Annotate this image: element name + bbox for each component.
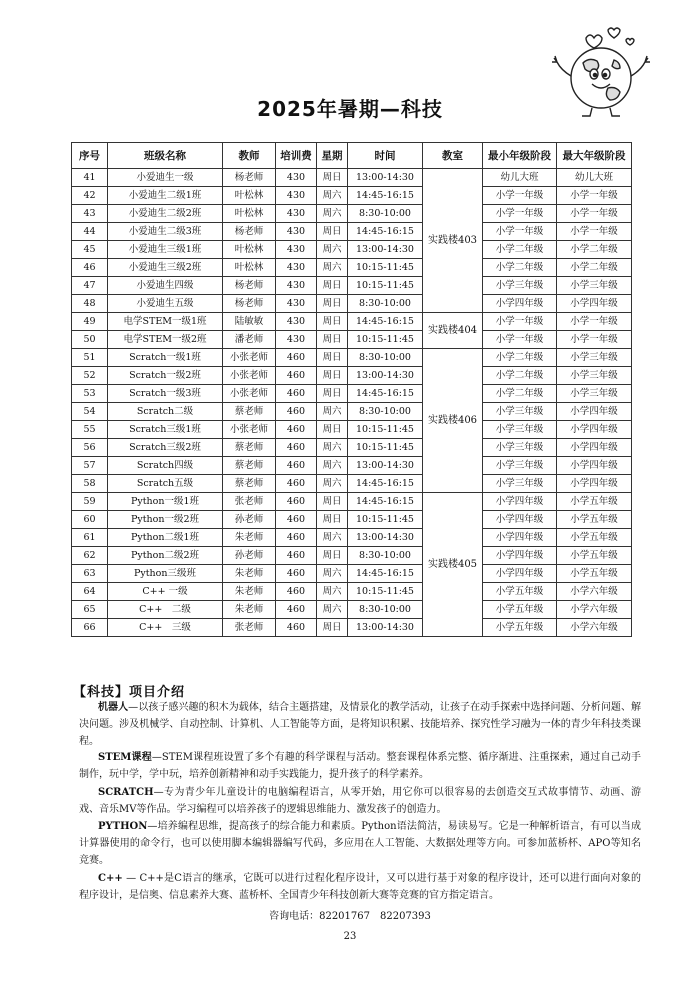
table-cell: 14:45-16:15 xyxy=(348,313,423,331)
table-cell: 周日 xyxy=(317,223,348,241)
table-cell: 蔡老师 xyxy=(223,457,276,475)
table-cell: 小学四年级 xyxy=(557,295,632,313)
table-cell: 44 xyxy=(72,223,108,241)
table-cell: 朱老师 xyxy=(223,529,276,547)
table-cell: 周日 xyxy=(317,619,348,637)
page-title: 2025年暑期—科技 xyxy=(257,97,443,121)
table-cell: Python三级班 xyxy=(108,565,223,583)
table-row xyxy=(72,349,632,367)
table-cell: Python二级2班 xyxy=(108,547,223,565)
intro-paragraph-robot xyxy=(79,699,641,750)
intro-text: —培养编程思维，提高孩子的综合能力和素质。Python语法简洁，易读易写。它是一种解析语言，有可以当成计算器使用的命令行，也可以使用脚本编辑器编写代码，多应用在人工智能、大数据处理等方向。可参加蓝桥杯、APO等知名竞赛。 xyxy=(79,821,641,866)
table-cell: Scratch二级 xyxy=(108,403,223,421)
table-cell: 小学四年级 xyxy=(557,475,632,493)
table-cell: 45 xyxy=(72,241,108,259)
table-cell: 56 xyxy=(72,439,108,457)
table-cell: 51 xyxy=(72,349,108,367)
table-cell: 小爱迪生三级2班 xyxy=(108,259,223,277)
table-cell: 41 xyxy=(72,169,108,187)
table-cell: 58 xyxy=(72,475,108,493)
table-cell: 10:15-11:45 xyxy=(348,331,423,349)
table-cell: Scratch一级3班 xyxy=(108,385,223,403)
table-row xyxy=(72,169,632,187)
table-cell: 幼儿大班 xyxy=(483,169,557,187)
table-cell: 430 xyxy=(276,223,317,241)
table-cell: 430 xyxy=(276,169,317,187)
table-cell: 小学三年级 xyxy=(483,403,557,421)
table-row xyxy=(72,439,632,457)
table-cell: 430 xyxy=(276,331,317,349)
table-cell: 小学一年级 xyxy=(483,313,557,331)
table-cell: 杨老师 xyxy=(223,169,276,187)
table-cell: 周六 xyxy=(317,475,348,493)
table-cell: 460 xyxy=(276,349,317,367)
classroom-cell: 实践楼406 xyxy=(423,349,483,493)
table-cell: 63 xyxy=(72,565,108,583)
table-cell: 电学STEM一级1班 xyxy=(108,313,223,331)
table-cell: 杨老师 xyxy=(223,295,276,313)
table-cell: 小学二年级 xyxy=(483,385,557,403)
table-cell: Python一级1班 xyxy=(108,493,223,511)
table-cell: 62 xyxy=(72,547,108,565)
contact-phone: 咨询电话：82201767 82207393 xyxy=(269,911,431,922)
intro-text: —专为青少年儿童设计的电脑编程语言，从零开始，用它你可以很容易的去创造交互式故事情节、动画、游戏、音乐MV等作品。学习编程可以培养孩子的逻辑思维能力、激发孩子的创造力。 xyxy=(79,787,641,815)
table-cell: 小爱迪生二级1班 xyxy=(108,187,223,205)
table-cell: 杨老师 xyxy=(223,277,276,295)
table-cell: 小学五年级 xyxy=(557,529,632,547)
table-cell: 小学二年级 xyxy=(483,367,557,385)
table-cell: 潘老师 xyxy=(223,331,276,349)
table-cell: 周六 xyxy=(317,457,348,475)
table-cell: 朱老师 xyxy=(223,601,276,619)
column-header: 培训费 xyxy=(276,143,317,169)
intro-term: SCRATCH xyxy=(98,787,154,798)
table-cell: 杨老师 xyxy=(223,223,276,241)
table-cell: 小爱迪生五级 xyxy=(108,295,223,313)
globe-mascot-icon xyxy=(548,18,654,120)
table-cell: Scratch四级 xyxy=(108,457,223,475)
table-cell: 430 xyxy=(276,277,317,295)
table-cell: 小学三年级 xyxy=(557,367,632,385)
table-cell: 小学五年级 xyxy=(557,547,632,565)
table-cell: 64 xyxy=(72,583,108,601)
table-cell: 小张老师 xyxy=(223,367,276,385)
table-cell: Scratch三级2班 xyxy=(108,439,223,457)
table-cell: 430 xyxy=(276,259,317,277)
table-row xyxy=(72,295,632,313)
table-row xyxy=(72,205,632,223)
table-cell: Scratch三级1班 xyxy=(108,421,223,439)
table-cell: 14:45-16:15 xyxy=(348,565,423,583)
table-cell: 周日 xyxy=(317,367,348,385)
column-header: 班级名称 xyxy=(108,143,223,169)
intro-paragraph-scratch xyxy=(79,784,641,818)
table-cell: 13:00-14:30 xyxy=(348,529,423,547)
column-header: 教师 xyxy=(223,143,276,169)
table-cell: 小学一年级 xyxy=(483,187,557,205)
table-cell: 小学三年级 xyxy=(483,421,557,439)
column-header: 最大年级阶段 xyxy=(557,143,632,169)
table-header-row xyxy=(72,143,632,169)
table-cell: 小爱迪生三级1班 xyxy=(108,241,223,259)
table-cell: 小爱迪生二级3班 xyxy=(108,223,223,241)
table-cell: Scratch五级 xyxy=(108,475,223,493)
table-cell: 14:45-16:15 xyxy=(348,475,423,493)
table-cell: 朱老师 xyxy=(223,565,276,583)
table-row xyxy=(72,475,632,493)
table-row xyxy=(72,241,632,259)
table-cell: 460 xyxy=(276,439,317,457)
table-cell: 8:30-10:00 xyxy=(348,205,423,223)
table-cell: 460 xyxy=(276,367,317,385)
table-cell: 小学三年级 xyxy=(483,277,557,295)
table-cell: 张老师 xyxy=(223,493,276,511)
table-cell: 13:00-14:30 xyxy=(348,169,423,187)
table-row xyxy=(72,529,632,547)
table-cell: C++ 一级 xyxy=(108,583,223,601)
table-row xyxy=(72,259,632,277)
table-cell: 小学三年级 xyxy=(483,457,557,475)
table-cell: 周日 xyxy=(317,511,348,529)
table-cell: 66 xyxy=(72,619,108,637)
column-header: 时间 xyxy=(348,143,423,169)
column-header: 最小年级阶段 xyxy=(483,143,557,169)
table-cell: 10:15-11:45 xyxy=(348,259,423,277)
table-cell: 小学二年级 xyxy=(483,259,557,277)
table-cell: 小爱迪生二级2班 xyxy=(108,205,223,223)
table-cell: 周六 xyxy=(317,439,348,457)
table-cell: 小学二年级 xyxy=(483,349,557,367)
table-cell: 蔡老师 xyxy=(223,439,276,457)
table-cell: 周六 xyxy=(317,601,348,619)
table-cell: 460 xyxy=(276,511,317,529)
table-cell: 周日 xyxy=(317,349,348,367)
table-cell: 460 xyxy=(276,565,317,583)
table-cell: 小张老师 xyxy=(223,385,276,403)
table-row xyxy=(72,547,632,565)
table-cell: 幼儿大班 xyxy=(557,169,632,187)
table-cell: 叶松林 xyxy=(223,187,276,205)
table-cell: 小学三年级 xyxy=(483,439,557,457)
table-row xyxy=(72,601,632,619)
table-cell: 小学二年级 xyxy=(483,241,557,259)
table-cell: 小学三年级 xyxy=(557,349,632,367)
table-cell: Python一级2班 xyxy=(108,511,223,529)
table-cell: 43 xyxy=(72,205,108,223)
table-cell: 小学四年级 xyxy=(483,295,557,313)
table-row xyxy=(72,457,632,475)
table-cell: 小学四年级 xyxy=(557,421,632,439)
intro-text: —STEM课程班设置了多个有趣的科学课程与活动。整套课程体系完整、循序渐进、注重探索，通过自己动手制作，玩中学，学中玩，培养创新精神和动手实践能力，提升孩子的科学素养。 xyxy=(79,752,641,780)
table-cell: 430 xyxy=(276,313,317,331)
table-row xyxy=(72,331,632,349)
table-cell: 周六 xyxy=(317,241,348,259)
table-cell: 小学二年级 xyxy=(557,241,632,259)
table-cell: 47 xyxy=(72,277,108,295)
table-cell: 49 xyxy=(72,313,108,331)
table-cell: 周日 xyxy=(317,385,348,403)
table-cell: 14:45-16:15 xyxy=(348,385,423,403)
section-title: 【科技】项目介绍 xyxy=(73,685,186,700)
table-cell: 52 xyxy=(72,367,108,385)
table-cell: 小学四年级 xyxy=(557,457,632,475)
table-cell: 460 xyxy=(276,475,317,493)
table-row xyxy=(72,277,632,295)
table-cell: 54 xyxy=(72,403,108,421)
table-cell: 小学四年级 xyxy=(483,511,557,529)
table-row xyxy=(72,187,632,205)
table-cell: 小张老师 xyxy=(223,421,276,439)
table-cell: 叶松林 xyxy=(223,259,276,277)
table-cell: 周六 xyxy=(317,259,348,277)
table-cell: 周日 xyxy=(317,331,348,349)
table-cell: 小学六年级 xyxy=(557,619,632,637)
table-cell: 小学六年级 xyxy=(557,601,632,619)
table-cell: 13:00-14:30 xyxy=(348,457,423,475)
table-cell: C++ 二级 xyxy=(108,601,223,619)
table-cell: 460 xyxy=(276,619,317,637)
table-cell: 周六 xyxy=(317,529,348,547)
table-cell: Python二级1班 xyxy=(108,529,223,547)
table-cell: 13:00-14:30 xyxy=(348,619,423,637)
table-cell: 8:30-10:00 xyxy=(348,349,423,367)
table-row xyxy=(72,493,632,511)
table-cell: C++ 三级 xyxy=(108,619,223,637)
table-cell: 460 xyxy=(276,385,317,403)
table-cell: 蔡老师 xyxy=(223,403,276,421)
table-cell: 小学三年级 xyxy=(557,277,632,295)
table-cell: 小学一年级 xyxy=(557,313,632,331)
table-cell: 小学五年级 xyxy=(483,583,557,601)
table-row xyxy=(72,619,632,637)
table-cell: 蔡老师 xyxy=(223,475,276,493)
table-cell: 周六 xyxy=(317,205,348,223)
table-cell: 周日 xyxy=(317,295,348,313)
table-cell: 460 xyxy=(276,583,317,601)
column-header: 教室 xyxy=(423,143,483,169)
table-cell: 叶松林 xyxy=(223,205,276,223)
page-number: 23 xyxy=(343,931,357,942)
table-cell: 陆敏敏 xyxy=(223,313,276,331)
table-cell: 小学三年级 xyxy=(483,475,557,493)
table-cell: Scratch一级1班 xyxy=(108,349,223,367)
table-cell: 460 xyxy=(276,493,317,511)
table-cell: 小学五年级 xyxy=(483,601,557,619)
table-cell: 小学四年级 xyxy=(483,565,557,583)
table-cell: 小学五年级 xyxy=(483,619,557,637)
table-cell: 13:00-14:30 xyxy=(348,367,423,385)
table-cell: 10:15-11:45 xyxy=(348,277,423,295)
table-cell: 14:45-16:15 xyxy=(348,493,423,511)
table-row xyxy=(72,223,632,241)
table-cell: 小学一年级 xyxy=(557,205,632,223)
intro-paragraph-cpp xyxy=(79,870,641,904)
table-cell: 张老师 xyxy=(223,619,276,637)
intro-term: STEM课程 xyxy=(98,752,152,763)
table-cell: 小学四年级 xyxy=(483,547,557,565)
intro-paragraph-python xyxy=(79,818,641,869)
intro-term: 机器人 xyxy=(98,702,129,713)
table-cell: 孙老师 xyxy=(223,547,276,565)
table-cell: 小学五年级 xyxy=(557,493,632,511)
table-cell: 小学一年级 xyxy=(557,223,632,241)
intro-term: PYTHON xyxy=(98,821,148,832)
table-cell: 小学四年级 xyxy=(557,439,632,457)
table-row xyxy=(72,565,632,583)
table-cell: 57 xyxy=(72,457,108,475)
table-cell: 周六 xyxy=(317,583,348,601)
table-cell: 周日 xyxy=(317,547,348,565)
intro-term: C++ xyxy=(98,873,123,884)
table-cell: 53 xyxy=(72,385,108,403)
table-cell: 小爱迪生四级 xyxy=(108,277,223,295)
table-cell: 10:15-11:45 xyxy=(348,511,423,529)
table-cell: 460 xyxy=(276,403,317,421)
column-header: 序号 xyxy=(72,143,108,169)
table-cell: Scratch一级2班 xyxy=(108,367,223,385)
table-cell: 小学四年级 xyxy=(483,529,557,547)
table-cell: 460 xyxy=(276,529,317,547)
table-cell: 小爱迪生一级 xyxy=(108,169,223,187)
table-cell: 周日 xyxy=(317,421,348,439)
classroom-cell: 实践楼403 xyxy=(423,169,483,313)
table-cell: 小学二年级 xyxy=(557,259,632,277)
table-body xyxy=(72,169,632,637)
table-cell: 10:15-11:45 xyxy=(348,583,423,601)
table-cell: 50 xyxy=(72,331,108,349)
table-cell: 430 xyxy=(276,295,317,313)
table-cell: 周六 xyxy=(317,403,348,421)
table-cell: 小学一年级 xyxy=(557,331,632,349)
table-cell: 周日 xyxy=(317,493,348,511)
table-row xyxy=(72,313,632,331)
table-row xyxy=(72,403,632,421)
table-cell: 59 xyxy=(72,493,108,511)
table-cell: 14:45-16:15 xyxy=(348,223,423,241)
table-cell: 46 xyxy=(72,259,108,277)
table-cell: 小学五年级 xyxy=(557,565,632,583)
table-cell: 朱老师 xyxy=(223,583,276,601)
table-cell: 小张老师 xyxy=(223,349,276,367)
table-cell: 60 xyxy=(72,511,108,529)
table-cell: 8:30-10:00 xyxy=(348,601,423,619)
table-cell: 小学一年级 xyxy=(483,205,557,223)
intro-paragraph-stem xyxy=(79,749,641,783)
table-cell: 周日 xyxy=(317,277,348,295)
table-cell: 周六 xyxy=(317,187,348,205)
column-header: 星期 xyxy=(317,143,348,169)
table-cell: 小学一年级 xyxy=(483,223,557,241)
table-row xyxy=(72,367,632,385)
schedule-table xyxy=(71,142,632,637)
table-cell: 周日 xyxy=(317,313,348,331)
table-row xyxy=(72,385,632,403)
table-cell: 周日 xyxy=(317,169,348,187)
table-cell: 小学一年级 xyxy=(483,331,557,349)
table-cell: 叶松林 xyxy=(223,241,276,259)
table-cell: 13:00-14:30 xyxy=(348,241,423,259)
table-cell: 小学六年级 xyxy=(557,583,632,601)
table-cell: 小学四年级 xyxy=(557,403,632,421)
table-cell: 430 xyxy=(276,205,317,223)
table-cell: 10:15-11:45 xyxy=(348,421,423,439)
table-cell: 14:45-16:15 xyxy=(348,187,423,205)
table-cell: 55 xyxy=(72,421,108,439)
classroom-cell: 实践楼405 xyxy=(423,493,483,637)
table-cell: 小学四年级 xyxy=(483,493,557,511)
table-cell: 8:30-10:00 xyxy=(348,295,423,313)
table-row xyxy=(72,421,632,439)
classroom-cell: 实践楼404 xyxy=(423,313,483,349)
table-cell: 48 xyxy=(72,295,108,313)
intro-text: —以孩子感兴趣的积木为载体，结合主题搭建，及情景化的教学活动，让孩子在动手探索中选择问题、分析问题、解决问题。涉及机械学、自动控制、计算机、人工智能等方面，是将知识积累、技能培养、探究性学习融为一体的青少年科技类课程。 xyxy=(79,702,642,747)
table-cell: 61 xyxy=(72,529,108,547)
table-cell: 42 xyxy=(72,187,108,205)
intro-text: — C++是C语言的继承，它既可以进行过程化程序设计，又可以进行基于对象的程序设计，还可以进行面向对象的程序设计，是信奥、信息素养大赛、蓝桥杯、全国青少年科技创新大赛等竞赛的官方指定语言。 xyxy=(79,873,641,901)
table-cell: 孙老师 xyxy=(223,511,276,529)
table-cell: 8:30-10:00 xyxy=(348,403,423,421)
table-cell: 460 xyxy=(276,547,317,565)
table-cell: 小学一年级 xyxy=(557,187,632,205)
table-row xyxy=(72,583,632,601)
table-cell: 小学三年级 xyxy=(557,385,632,403)
table-cell: 65 xyxy=(72,601,108,619)
table-cell: 460 xyxy=(276,601,317,619)
table-cell: 8:30-10:00 xyxy=(348,547,423,565)
table-cell: 430 xyxy=(276,187,317,205)
table-cell: 周六 xyxy=(317,565,348,583)
table-row xyxy=(72,511,632,529)
table-cell: 小学五年级 xyxy=(557,511,632,529)
table-cell: 10:15-11:45 xyxy=(348,439,423,457)
table-cell: 430 xyxy=(276,241,317,259)
table-cell: 460 xyxy=(276,457,317,475)
table-cell: 460 xyxy=(276,421,317,439)
table-cell: 电学STEM一级2班 xyxy=(108,331,223,349)
